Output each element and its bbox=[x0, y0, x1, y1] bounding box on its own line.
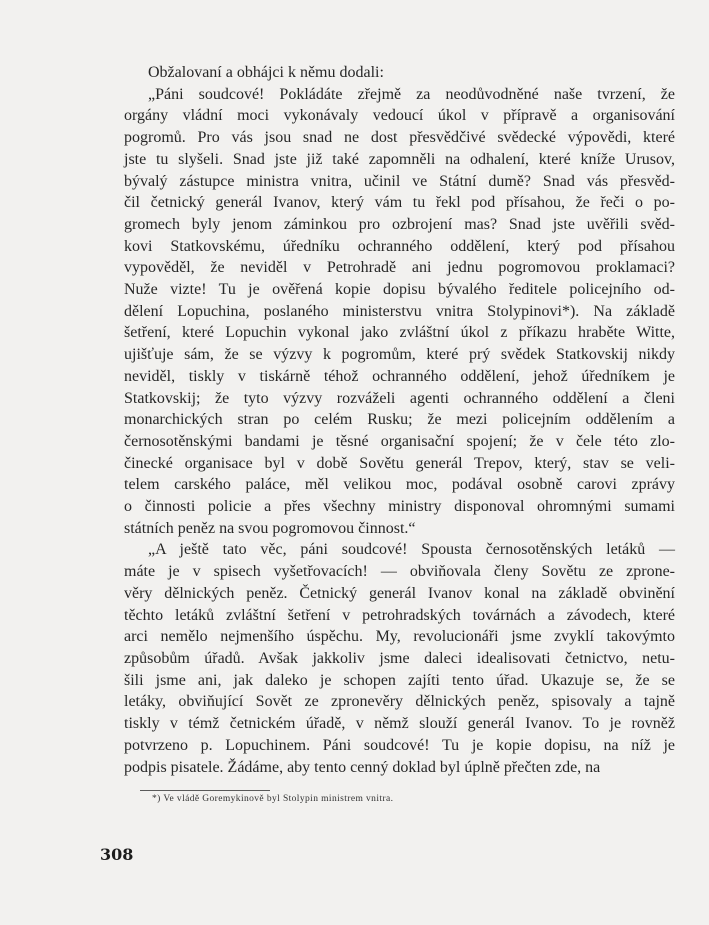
text-line: šetření, které Lopuchin vykonal jako zvláštní úkol z příkazu hraběte Witte, bbox=[124, 324, 675, 342]
text-line: potvrzeno p. Lopuchinem. Páni soudcové! Tu je kopie dopisu, na níž je bbox=[124, 736, 675, 754]
paragraph bbox=[124, 84, 675, 540]
text-line: čil četnický generál Ivanov, který vám tu řekl pod přísahou, že řeči o po- bbox=[124, 194, 675, 212]
text-line: dělení Lopuchina, poslaného ministerstvu vnitra Stolypinovi*). Na základě bbox=[124, 302, 675, 320]
text-line: neviděl, tiskly v tiskárně téhož ochranného oddělení, jehož úředníkem je bbox=[124, 367, 675, 385]
paragraph bbox=[124, 539, 675, 778]
text-line: monarchických stran po celém Rusku; že mezi policejním oddělením a bbox=[124, 411, 675, 429]
text-line: tiskly v témž četnickém úřadě, v němž slouží generál Ivanov. To je rovněž bbox=[124, 715, 675, 733]
text-line: letáky, obviňující Sovět ze zpronevěry dělnických peněz, spisovaly a tajně bbox=[124, 693, 675, 711]
text-line: vypověděl, že neviděl v Petrohradě ani jednu pogromovou proklamaci? bbox=[124, 259, 675, 277]
text-line: činecké organisace byl v době Sovětu generál Trepov, který, stav se veli- bbox=[124, 454, 675, 472]
text-line: gromech byly jenom záminkou pro ozbrojení mas? Snad jste uvěřili svěd- bbox=[124, 215, 675, 233]
text-line: státních peněz na svou pogromovou činnost.“ bbox=[124, 519, 416, 537]
text-line: podpis pisatele. Žádáme, aby tento cenný doklad byl úplně přečten zde, na bbox=[124, 758, 601, 776]
text-line: „A ještě tato věc, páni soudcové! Spousta černosotěnských letáků — bbox=[148, 541, 675, 559]
text-line: kovi Statkovskému, úředníku ochranného oddělení, který pod přísahou bbox=[124, 237, 675, 255]
text-line: telem carského paláce, měl velikou moc, podával osobně carovi zprávy bbox=[124, 476, 675, 494]
text-line: jste tu slyšeli. Snad jste již také zapomněli na odhalení, které kníže Urusov, bbox=[124, 150, 675, 168]
text-line: Obžalovaní a obhájci k němu dodali: bbox=[148, 64, 384, 81]
text-line: černosotěnskými bandami je těsné organisační spojení; že v čele této zlo- bbox=[124, 432, 675, 450]
text-body bbox=[124, 62, 675, 778]
text-line: bývalý zástupce ministra vnitra, učinil ve Státní dumě? Snad vás přesvěd- bbox=[124, 172, 675, 190]
text-line: orgány vládní moci vykonávaly vedoucí úkol v přípravě a organisování bbox=[124, 107, 675, 125]
text-line: pogromů. Pro vás jsou snad ne dost přesvědčivé svědecké výpovědi, které bbox=[124, 129, 675, 147]
paragraph bbox=[124, 62, 675, 84]
text-line: arci nemělo nejmenšího úspěchu. My, revolucionáři jsme zvyklí takovýmto bbox=[124, 628, 675, 646]
footnote-divider bbox=[140, 790, 270, 791]
footnote: *) Ve vládě Goremykinově byl Stolypin ministrem vnitra. bbox=[152, 794, 394, 804]
text-line: věry dělnických peněz. Četnický generál Ivanov konal na základě obvinění bbox=[124, 584, 675, 602]
text-line: Nuže vizte! Tu je ověřená kopie dopisu bývalého ředitele policejního od- bbox=[124, 281, 675, 299]
text-line: šili jsme ani, jak daleko je schopen zajíti tento úřad. Ukazuje se, že se bbox=[124, 671, 675, 689]
text-line: máte je v spisech vyšetřovacích! — obviňovala členy Sovětu ze zprone- bbox=[124, 563, 675, 581]
text-line: „Páni soudcové! Pokládáte zřejmě za neodůvodněné naše tvrzení, že bbox=[148, 85, 675, 103]
text-line: ujišťuje sám, že se výzvy k pogromům, které prý svědek Statkovskij nikdy bbox=[124, 346, 675, 364]
page-content bbox=[124, 62, 675, 862]
page-number: 308 bbox=[100, 845, 134, 864]
text-line: Statkovskij; že tyto výzvy rozváželi agenti ochranného oddělení a členi bbox=[124, 389, 675, 407]
text-line: o činnosti policie a přes všechny ministry disponoval ohromnými sumami bbox=[124, 498, 675, 516]
text-line: způsobům úřadů. Avšak jakkoliv jsme daleci idealisovati četnictvo, netu- bbox=[124, 649, 675, 667]
text-line: těchto letáků zvláštní šetření v petrohradských továrnách a závodech, které bbox=[124, 606, 675, 624]
